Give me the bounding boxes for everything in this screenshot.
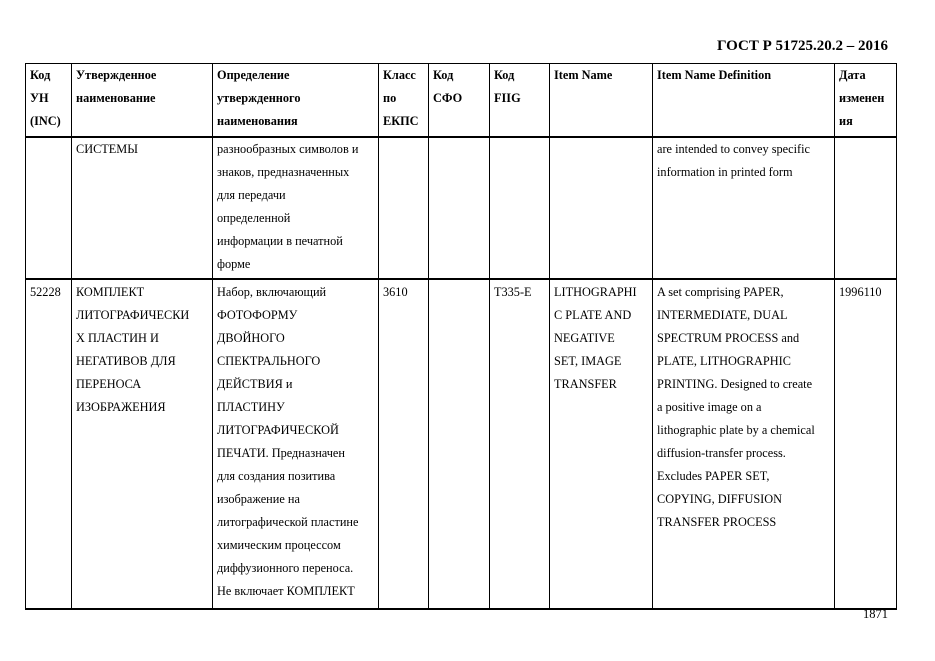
cell-line: СПЕКТРАЛЬНОГО <box>217 354 321 368</box>
cell-line: SPECTRUM PROCESS and <box>657 331 800 345</box>
cell-line: LITHOGRAPHI <box>554 285 637 299</box>
table-row <box>26 279 897 609</box>
cell-line: ЕКПС <box>383 114 419 128</box>
cell-line: Дата <box>839 68 866 82</box>
header-cell-item-name-definition <box>653 64 835 138</box>
catalog-table <box>25 63 897 610</box>
cell-line: ПЕЧАТИ. Предназначен <box>217 446 345 460</box>
cell-line: КОМПЛЕКТ <box>76 285 145 299</box>
header-cell-approved-name <box>72 64 213 138</box>
cell-line: TRANSFER <box>554 377 617 391</box>
cell-fiig-code <box>490 137 550 279</box>
cell-line: ЛИТОГРАФИЧЕСКОЙ <box>217 423 339 437</box>
cell-line: (INC) <box>30 114 61 128</box>
cell-line: PRINTING. Designed to create <box>657 377 813 391</box>
cell-line: 3610 <box>383 285 408 299</box>
cell-class-ekps <box>379 137 429 279</box>
cell-sfo-code <box>429 279 490 609</box>
cell-line: определенной <box>217 211 291 225</box>
cell-inc-code <box>26 279 72 609</box>
cell-definition <box>213 137 379 279</box>
cell-change-date <box>835 137 897 279</box>
cell-line: lithographic plate by a chemical <box>657 423 815 437</box>
cell-line: Набор, включающий <box>217 285 327 299</box>
header-cell-class-ekps <box>379 64 429 138</box>
cell-approved-name <box>72 279 213 609</box>
cell-line: PLATE, LITHOGRAPHIC <box>657 354 791 368</box>
cell-line: ДВОЙНОГО <box>217 331 285 345</box>
cell-line: COPYING, DIFFUSION <box>657 492 783 506</box>
cell-approved-name <box>72 137 213 279</box>
cell-line: T335-E <box>494 285 532 299</box>
cell-change-date <box>835 279 897 609</box>
cell-line: разнообразных символов и <box>217 142 359 156</box>
cell-line: 52228 <box>30 285 61 299</box>
cell-line: Определение <box>217 68 290 82</box>
cell-line: информации в печатной <box>217 234 343 248</box>
cell-line: ПЛАСТИНУ <box>217 400 285 414</box>
cell-line: Х ПЛАСТИН И <box>76 331 159 345</box>
cell-line: наименование <box>76 91 156 105</box>
cell-item-name-definition <box>653 279 835 609</box>
cell-line: Не включает КОМПЛЕКТ <box>217 584 355 598</box>
cell-line: Excludes PAPER SET, <box>657 469 770 483</box>
cell-line: 1996110 <box>839 285 882 299</box>
cell-line: УН <box>30 91 49 105</box>
header-cell-inc-code <box>26 64 72 138</box>
cell-line: diffusion-transfer process. <box>657 446 786 460</box>
cell-line: изображение на <box>217 492 300 506</box>
cell-line: ПЕРЕНОСА <box>76 377 142 391</box>
cell-line: знаков, предназначенных <box>217 165 350 179</box>
cell-line: НЕГАТИВОВ ДЛЯ <box>76 354 176 368</box>
cell-line: ЛИТОГРАФИЧЕСКИ <box>76 308 190 322</box>
header-cell-change-date <box>835 64 897 138</box>
header-cell-sfo-code <box>429 64 490 138</box>
cell-line: наименования <box>217 114 298 128</box>
cell-line: FIIG <box>494 91 521 105</box>
cell-line: SET, IMAGE <box>554 354 622 368</box>
header-cell-fiig-code <box>490 64 550 138</box>
header-cell-definition <box>213 64 379 138</box>
cell-inc-code <box>26 137 72 279</box>
cell-line: C PLATE AND <box>554 308 632 322</box>
cell-line: ия <box>839 114 853 128</box>
cell-line: для передачи <box>217 188 286 202</box>
cell-line: TRANSFER PROCESS <box>657 515 777 529</box>
cell-line: Утвержденное <box>76 68 157 82</box>
table-row <box>26 137 897 279</box>
header-cell-item-name <box>550 64 653 138</box>
cell-line: химическим процессом <box>217 538 341 552</box>
cell-line: ИЗОБРАЖЕНИЯ <box>76 400 166 414</box>
cell-line: A set comprising PAPER, <box>657 285 784 299</box>
cell-line: литографической пластине <box>217 515 359 529</box>
cell-line: СИСТЕМЫ <box>76 142 138 156</box>
cell-definition <box>213 279 379 609</box>
cell-line: Код <box>30 68 51 82</box>
cell-line: по <box>383 91 397 105</box>
cell-line: Код <box>433 68 454 82</box>
cell-line: NEGATIVE <box>554 331 615 345</box>
cell-line: INTERMEDIATE, DUAL <box>657 308 788 322</box>
cell-item-name <box>550 279 653 609</box>
cell-line: утвержденного <box>217 91 301 105</box>
cell-line: изменен <box>839 91 885 105</box>
document-title: ГОСТ Р 51725.20.2 – 2016 <box>716 38 888 54</box>
cell-line: для создания позитива <box>217 469 336 483</box>
cell-line: Item Name Definition <box>657 68 772 82</box>
cell-line: форме <box>217 257 251 271</box>
cell-line: information in printed form <box>657 165 793 179</box>
cell-item-name-definition <box>653 137 835 279</box>
cell-item-name <box>550 137 653 279</box>
cell-fiig-code <box>490 279 550 609</box>
cell-sfo-code <box>429 137 490 279</box>
cell-line: Item Name <box>554 68 613 82</box>
cell-line: Класс <box>383 68 416 82</box>
cell-line: ДЕЙСТВИЯ и <box>217 377 293 391</box>
cell-line: СФО <box>433 91 463 105</box>
cell-line: Код <box>494 68 515 82</box>
cell-line: a positive image on a <box>657 400 762 414</box>
cell-line: are intended to convey specific <box>657 142 810 156</box>
cell-line: ФОТОФОРМУ <box>217 308 298 322</box>
page-number: 1871 <box>863 607 888 621</box>
table-header-row <box>26 64 897 138</box>
cell-line: диффузионного переноса. <box>217 561 354 575</box>
cell-class-ekps <box>379 279 429 609</box>
